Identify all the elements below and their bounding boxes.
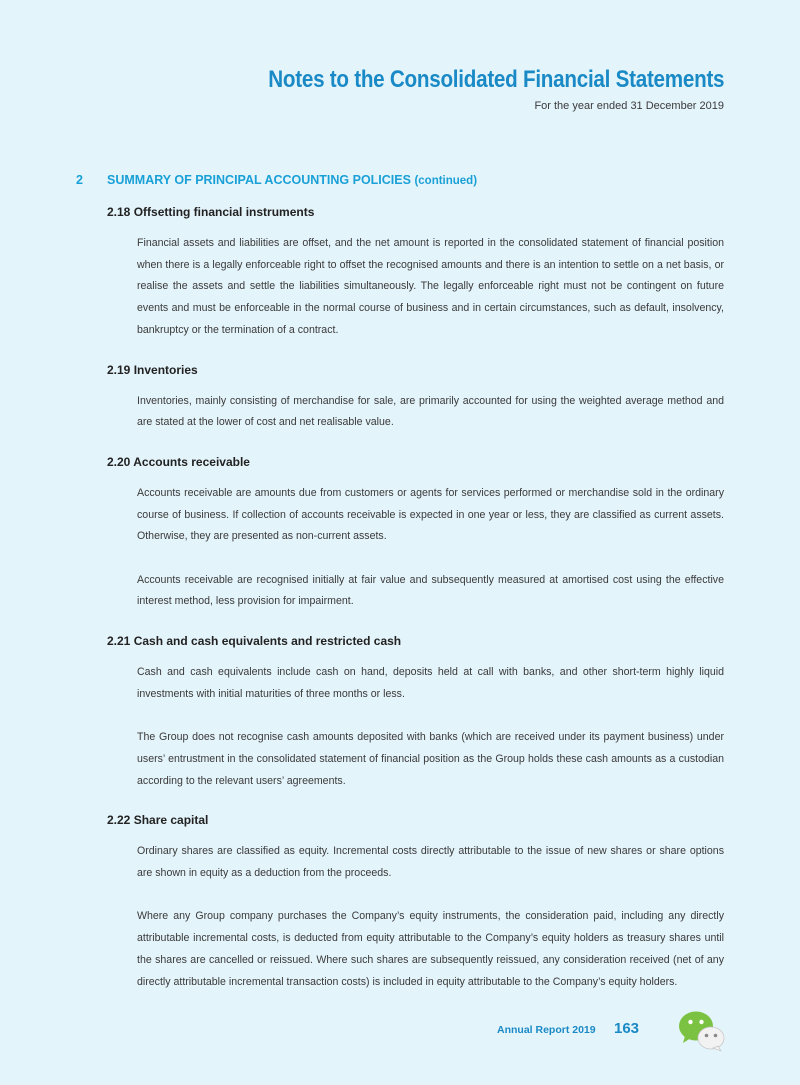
page-number: 163 (614, 1020, 640, 1037)
paragraph: Accounts receivable are amounts due from customers or agents for services performed or merchandise sold in the ordinary course of business. If collection of accounts receivable is expected in one year or less, they are classified as current assets. Otherwise, they are presented as non-current assets. (137, 486, 724, 543)
paragraph: Cash and cash equivalents include cash on hand, deposits held at call with banks, and other short-term highly liquid investments with initial maturities of three months or less. (137, 666, 724, 700)
section-heading (76, 173, 477, 187)
wechat-logo-icon (678, 1010, 726, 1052)
paragraph: The Group does not recognise cash amounts deposited with banks (which are received under its payment business) under users’ entrustment in the consolidated statement of financial position as the Group holds these cash amounts as a custodian according to the relevant users’ agreements. (137, 731, 724, 787)
subsection-heading: 2.22 Share capital (107, 813, 209, 828)
paragraph: Accounts receivable are recognised initially at fair value and subsequently measured at amortised cost using the effective interest method, less provision for impairment. (137, 573, 724, 608)
subsection-inventories (107, 363, 724, 434)
subsection-accounts-receivable (107, 455, 724, 613)
footer-report-label: Annual Report 2019 (497, 1024, 596, 1036)
subsection-heading: 2.19 Inventories (107, 362, 198, 377)
subsection-heading: 2.20 Accounts receivable (107, 454, 250, 469)
page-title: Notes to the Consolidated Financial Statements (267, 66, 724, 93)
paragraph: Inventories, mainly consisting of merchandise for sale, are primarily accounted for using the weighted average method and are stated at the lower of cost and net realisable value. (137, 394, 724, 429)
subsection-heading: 2.21 Cash and cash equivalents and restricted cash (107, 634, 402, 649)
subsection-share-capital (107, 813, 724, 993)
paragraph: Ordinary shares are classified as equity. Incremental costs directly attributable to the issue of new shares or share options are shown in equity as a deduction from the proceeds. (137, 845, 724, 880)
paragraph: Where any Group company purchases the Company’s equity instruments, the consideration paid, including any directly attributable incremental costs, is deducted from equity attributable to the Company’s equity holders as treasury shares until the shares are cancelled or reissued. Where such shares are subsequently reissued, any consideration received (net of any directly attributable incremental transaction costs) is included in equity attributable to the Company’s equity holders. (137, 910, 724, 988)
paragraph: Financial assets and liabilities are offset, and the net amount is reported in the consolidated statement of financial position when there is a legally enforceable right to offset the recognised amounts and there is an intention to settle on a net basis, or realise the assets and settle the liabilities simultaneously. The legally enforceable right must not be contingent on future events and must be enforceable in the normal course of business and in certain circumstances, such as default, insolvency, bankruptcy or the termination of a contract. (137, 237, 724, 336)
section-title: SUMMARY OF PRINCIPAL ACCOUNTING POLICIES (107, 173, 411, 187)
subsection-cash (107, 634, 724, 792)
section-number: 2 (76, 173, 83, 187)
page-subtitle: For the year ended 31 December 2019 (534, 100, 724, 112)
subsection-offsetting (107, 205, 724, 342)
policies-content (107, 205, 724, 993)
section-continued-label: (continued) (414, 175, 478, 187)
subsection-heading: 2.18 Offsetting financial instruments (107, 205, 315, 219)
